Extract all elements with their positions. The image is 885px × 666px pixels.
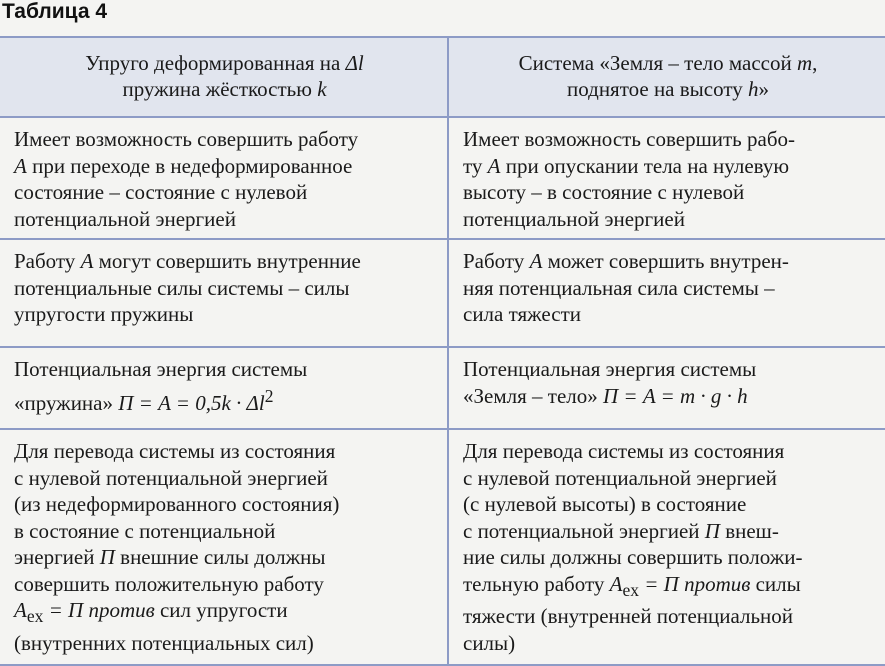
table-caption: Таблица 4 <box>2 0 108 23</box>
line: высоту – в состояние с нулевой <box>463 180 745 204</box>
line: Для перевода системы из состояния <box>463 439 785 463</box>
line: Потенциальная энергия системы <box>14 357 308 381</box>
table-row <box>0 429 885 665</box>
header-spring-text-2: пружина жёсткостью <box>122 77 318 101</box>
table-row <box>0 117 885 239</box>
line: в состояние с потенциальной <box>14 518 276 543</box>
line: (из недеформированного состояния) <box>14 492 340 516</box>
header-spring-text: Упруго деформированная на <box>85 51 346 75</box>
line: с потенциальной энергией <box>463 518 705 543</box>
cell-spring-energy <box>0 347 448 429</box>
line: «пружина» <box>14 390 119 415</box>
line: сила тяжести <box>463 302 581 326</box>
header-earth-body <box>448 37 885 117</box>
header-earth-text-2: поднятое на высоту <box>567 77 748 101</box>
line: сил упругости <box>154 598 288 622</box>
line: внешние силы должны <box>114 545 326 569</box>
var-p: П <box>704 518 720 543</box>
var-p: П <box>99 545 115 569</box>
line: энергией <box>14 545 100 569</box>
var-a: A <box>14 598 27 622</box>
var-a: A <box>80 249 94 273</box>
var-a: A <box>529 249 543 273</box>
line: тельную работу <box>463 571 610 596</box>
line: потенциальные силы системы – силы <box>14 275 350 300</box>
line: при переходе в недеформированное <box>26 153 353 178</box>
line: Работу <box>14 249 81 273</box>
line: ту <box>463 153 488 178</box>
var-delta-l: Δl <box>345 51 364 75</box>
table-header-row <box>0 37 885 117</box>
line: (внутренних потенциальных сил) <box>14 630 314 655</box>
line: потенциальной энергией <box>14 206 236 231</box>
var-a: A <box>14 153 27 178</box>
line: упругости пружины <box>14 302 194 326</box>
header-spring <box>0 37 448 117</box>
header-earth-comma: , <box>812 51 818 75</box>
line: Работу <box>463 249 530 273</box>
cell-earth-energy <box>448 347 885 429</box>
var-h: h <box>747 77 759 101</box>
line: силы) <box>463 630 516 655</box>
line: силы <box>750 571 801 596</box>
line: с нулевой потенциальной энергией <box>14 465 328 490</box>
line: может совершить внутрен- <box>542 249 789 273</box>
line: внеш- <box>719 518 779 543</box>
line: (с нулевой высоты) в состояние <box>463 492 747 516</box>
formula-eq: = П <box>43 598 89 622</box>
cell-spring-forces <box>0 239 448 347</box>
table-row <box>0 239 885 347</box>
line: совершить положительную работу <box>14 571 324 596</box>
formula-earth: П = A = m · g · h <box>603 383 748 408</box>
formula-spring: П = A = 0,5k · Δl <box>118 390 265 415</box>
line: Для перевода системы из состояния <box>14 439 336 463</box>
line: с нулевой потенциальной энергией <box>463 465 777 490</box>
word-against: против <box>684 571 751 596</box>
line: потенциальной энергией <box>463 206 685 231</box>
header-earth-quote: » <box>758 77 769 101</box>
var-a: A <box>609 571 623 596</box>
subscript-ex: ex <box>26 606 44 627</box>
line: Потенциальная энергия системы <box>463 357 757 381</box>
line: состояние – состояние с нулевой <box>14 180 308 204</box>
comparison-table <box>0 36 885 666</box>
line: могут совершить внутренние <box>93 249 361 273</box>
line: Имеет возможность совершить работу <box>14 127 359 151</box>
cell-earth-external-work <box>448 429 885 665</box>
header-earth-text: Система «Земля – тело массой <box>518 51 797 75</box>
line: ние силы должны совершить положи- <box>463 545 803 569</box>
line: Имеет возможность совершить рабо- <box>463 127 796 151</box>
var-k: k <box>317 77 327 101</box>
line: «Земля – тело» <box>463 383 603 408</box>
word-against: против <box>88 598 155 622</box>
line: няя потенциальная сила системы – <box>463 275 775 300</box>
var-a: A <box>487 153 501 178</box>
cell-spring-external-work <box>0 429 448 665</box>
line: при опускании тела на нулевую <box>500 153 790 178</box>
subscript-ex: ex <box>622 579 639 600</box>
cell-spring-work-ability <box>0 117 448 239</box>
line: тяжести (внутренней потенциальной <box>463 604 794 629</box>
var-m: m <box>796 51 813 75</box>
formula-exponent: 2 <box>264 385 274 406</box>
cell-earth-forces <box>448 239 885 347</box>
formula-eq: = П <box>638 571 685 596</box>
table-row <box>0 347 885 429</box>
cell-earth-work-ability <box>448 117 885 239</box>
